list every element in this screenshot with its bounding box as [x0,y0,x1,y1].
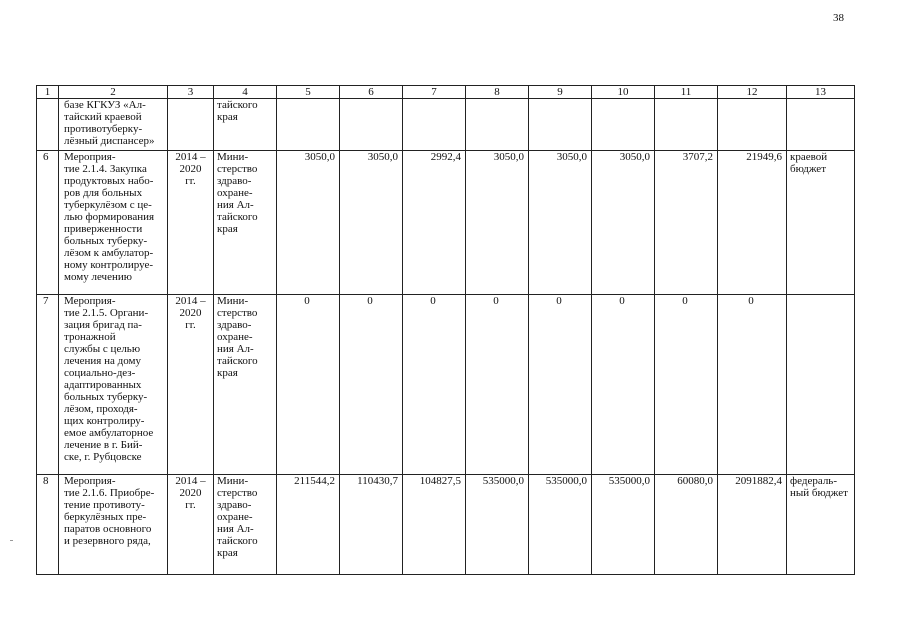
cell-name-text: Мероприя- тие 2.1.4. Закупка продуктовых набо- ров для больных туберкулёзом с це- лью формирования приверженности больных туберку- лёзом к амбулатор- ному контролируе- мому лечению [64,151,155,283]
header-cell: 5 [277,86,340,99]
cell-source-text: краевой бюджет [790,151,828,175]
header-cell: 1 [37,86,59,99]
cell-value: 0 [466,295,529,475]
cell-executor [214,295,277,475]
cell-value: 211544,2 [277,475,340,575]
cell-executor-text: Мини- стерство здраво- охране- ния Ал- тайского края [217,475,258,559]
cell-name [59,475,168,575]
cell-value: 3050,0 [277,151,340,295]
cell-source [787,475,855,575]
cell-years [168,475,214,575]
cell-value [529,99,592,151]
scan-margin-mark [10,540,13,541]
cell-value: 2992,4 [403,151,466,295]
cell-value: 0 [340,295,403,475]
cell-executor-text: Мини- стерство здраво- охране- ния Ал- тайского края [217,151,258,235]
cell-value: 60080,0 [655,475,718,575]
header-cell: 8 [466,86,529,99]
cell-value: 21949,6 [718,151,787,295]
cell-value [592,99,655,151]
header-cell: 11 [655,86,718,99]
cell-name-text: Мероприя- тие 2.1.5. Органи- зация бригад па- тронажной службы с целью лечения на дому социально-дез- адаптированных больных туберку- лёзом, проходя- щих контролиру- емое амбулаторное лечение в г. Бий- ске, г. Рубцовске [64,295,154,463]
header-cell: 7 [403,86,466,99]
header-cell: 2 [59,86,168,99]
table-row-6 [37,151,855,295]
cell-value [277,99,340,151]
program-table [36,85,855,575]
cell-source-text: федераль- ный бюджет [790,475,848,499]
header-cell: 3 [168,86,214,99]
cell-value [340,99,403,151]
cell-value: 3050,0 [592,151,655,295]
cell-value: 3050,0 [466,151,529,295]
header-cell: 12 [718,86,787,99]
cell-value: 535000,0 [466,475,529,575]
cell-executor [214,151,277,295]
cell-value [655,99,718,151]
cell-num [37,99,59,151]
cell-value: 0 [718,295,787,475]
header-cell: 6 [340,86,403,99]
cell-value: 0 [277,295,340,475]
cell-years-text: 2014 – 2020 гг. [175,151,206,187]
cell-name [59,99,168,151]
cell-value: 0 [403,295,466,475]
cell-name-text: базе КГКУЗ «Ал- тайский краевой противотуберку- лёзный диспансер» [64,99,155,147]
header-cell: 10 [592,86,655,99]
cell-name-text: Мероприя- тие 2.1.6. Приобре- тение противоту- беркулёзных пре- паратов основного и резервного ряда, [64,475,155,547]
cell-executor [214,475,277,575]
cell-value: 0 [592,295,655,475]
cell-value: 3050,0 [529,151,592,295]
cell-value [466,99,529,151]
cell-num: 6 [37,151,59,295]
cell-name [59,151,168,295]
cell-value: 3707,2 [655,151,718,295]
cell-years-text: 2014 – 2020 гг. [175,295,206,331]
cell-years-text: 2014 – 2020 гг. [175,475,206,511]
table-row-7 [37,295,855,475]
cell-source [787,99,855,151]
cell-value: 110430,7 [340,475,403,575]
cell-value [718,99,787,151]
header-cell: 9 [529,86,592,99]
cell-value: 2091882,4 [718,475,787,575]
cell-source [787,295,855,475]
cell-executor-text: тайского края [217,99,258,123]
cell-source [787,151,855,295]
cell-years [168,151,214,295]
header-cell: 13 [787,86,855,99]
cell-value: 535000,0 [529,475,592,575]
cell-executor-text: Мини- стерство здраво- охране- ния Ал- тайского края [217,295,258,379]
cell-value: 0 [529,295,592,475]
cell-name [59,295,168,475]
header-cell: 4 [214,86,277,99]
cell-value: 104827,5 [403,475,466,575]
cell-num: 8 [37,475,59,575]
table-row-continuation [37,99,855,151]
cell-value: 0 [655,295,718,475]
cell-num: 7 [37,295,59,475]
cell-value: 535000,0 [592,475,655,575]
cell-value: 3050,0 [340,151,403,295]
cell-executor [214,99,277,151]
table-header-row [37,86,855,99]
page-number: 38 [833,12,844,24]
table-row-8 [37,475,855,575]
cell-value [403,99,466,151]
cell-years [168,99,214,151]
cell-years [168,295,214,475]
